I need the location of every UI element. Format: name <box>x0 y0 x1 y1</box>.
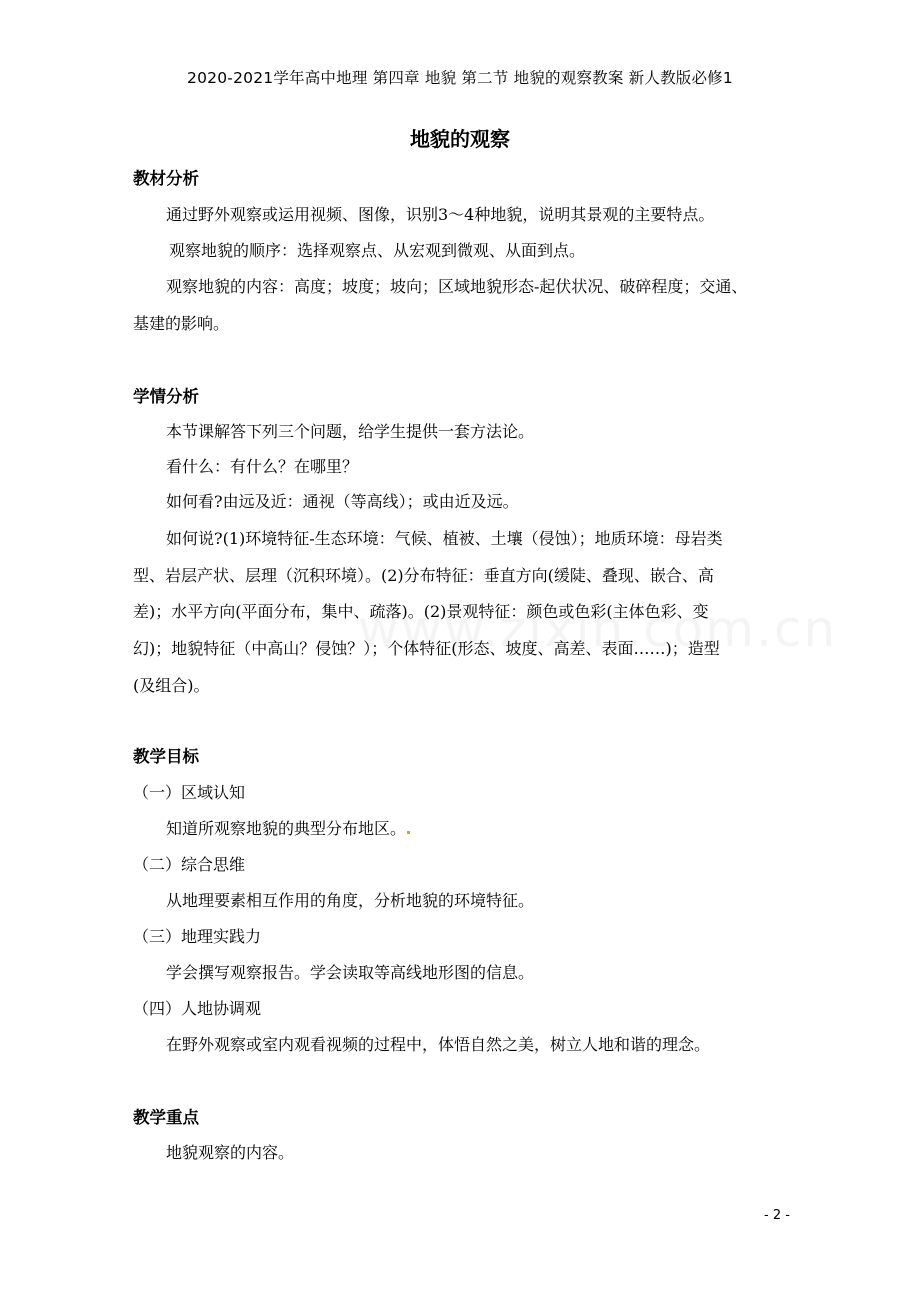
paragraph: 如何看?由远及近：通视（等高线）；或由近及远。 <box>166 492 519 511</box>
goal-label: （三）地理实践力 <box>133 927 262 946</box>
goal-label: （二）综合思维 <box>133 855 246 874</box>
paragraph: 观察地貌的内容：高度；坡度；坡向；区域地貌形态-起伏状况、破碎程度；交通、 <box>166 277 748 296</box>
running-header: 2020-2021学年高中地理 第四章 地貌 第二节 地貌的观察教案 新人教版必修1 <box>187 69 733 87</box>
goal-text: 学会撰写观察报告。学会读取等高线地形图的信息。 <box>166 963 535 982</box>
paragraph: 地貌观察的内容。 <box>166 1143 295 1162</box>
goal-label: （一）区域认知 <box>133 783 246 802</box>
paragraph: 观察地貌的顺序：选择观察点、从宏观到微观、从面到点。 <box>169 241 586 260</box>
paragraph: 如何说?(1)环境特征-生态环境：气候、植被、土壤（侵蚀）；地质环境：母岩类 <box>166 529 723 548</box>
paragraph: 型、岩层产状、层理（沉积环境）。(2)分布特征：垂直方向(缓陡、叠现、嵌合、高 <box>133 566 714 585</box>
paragraph: 幻)；地貌特征（中高山？侵蚀？）；个体特征(形态、坡度、高差、表面……)；造型 <box>133 639 720 658</box>
section-heading-goals: 教学目标 <box>133 747 199 766</box>
paragraph: 看什么：有什么？在哪里？ <box>166 457 359 476</box>
goal-text: 从地理要素相互作用的角度，分析地貌的环境特征。 <box>166 891 535 910</box>
paragraph: (及组合)。 <box>133 676 210 695</box>
paragraph: 本节课解答下列三个问题，给学生提供一套方法论。 <box>166 422 535 441</box>
paragraph: 差)；水平方向(平面分布，集中、疏落)。(2)景观特征：颜色或色彩(主体色彩、变 <box>133 602 709 621</box>
paragraph: 基建的影响。 <box>133 314 230 333</box>
paragraph: 通过野外观察或运用视频、图像，识别3～4种地貌，说明其景观的主要特点。 <box>166 205 715 224</box>
goal-text: 知道所观察地貌的典型分布地区。 <box>166 818 411 840</box>
section-heading-focus: 教学重点 <box>133 1108 199 1127</box>
page-number: - 2 - <box>764 1208 790 1223</box>
goal-label: （四）人地协调观 <box>133 999 262 1018</box>
goal-text: 在野外观察或室内观看视频的过程中，体悟自然之美，树立人地和谐的理念。 <box>166 1035 711 1054</box>
marker-dot <box>407 831 410 834</box>
section-heading-learner: 学情分析 <box>133 387 199 406</box>
page-title: 地貌的观察 <box>410 127 510 151</box>
section-heading-textbook: 教材分析 <box>133 169 199 188</box>
